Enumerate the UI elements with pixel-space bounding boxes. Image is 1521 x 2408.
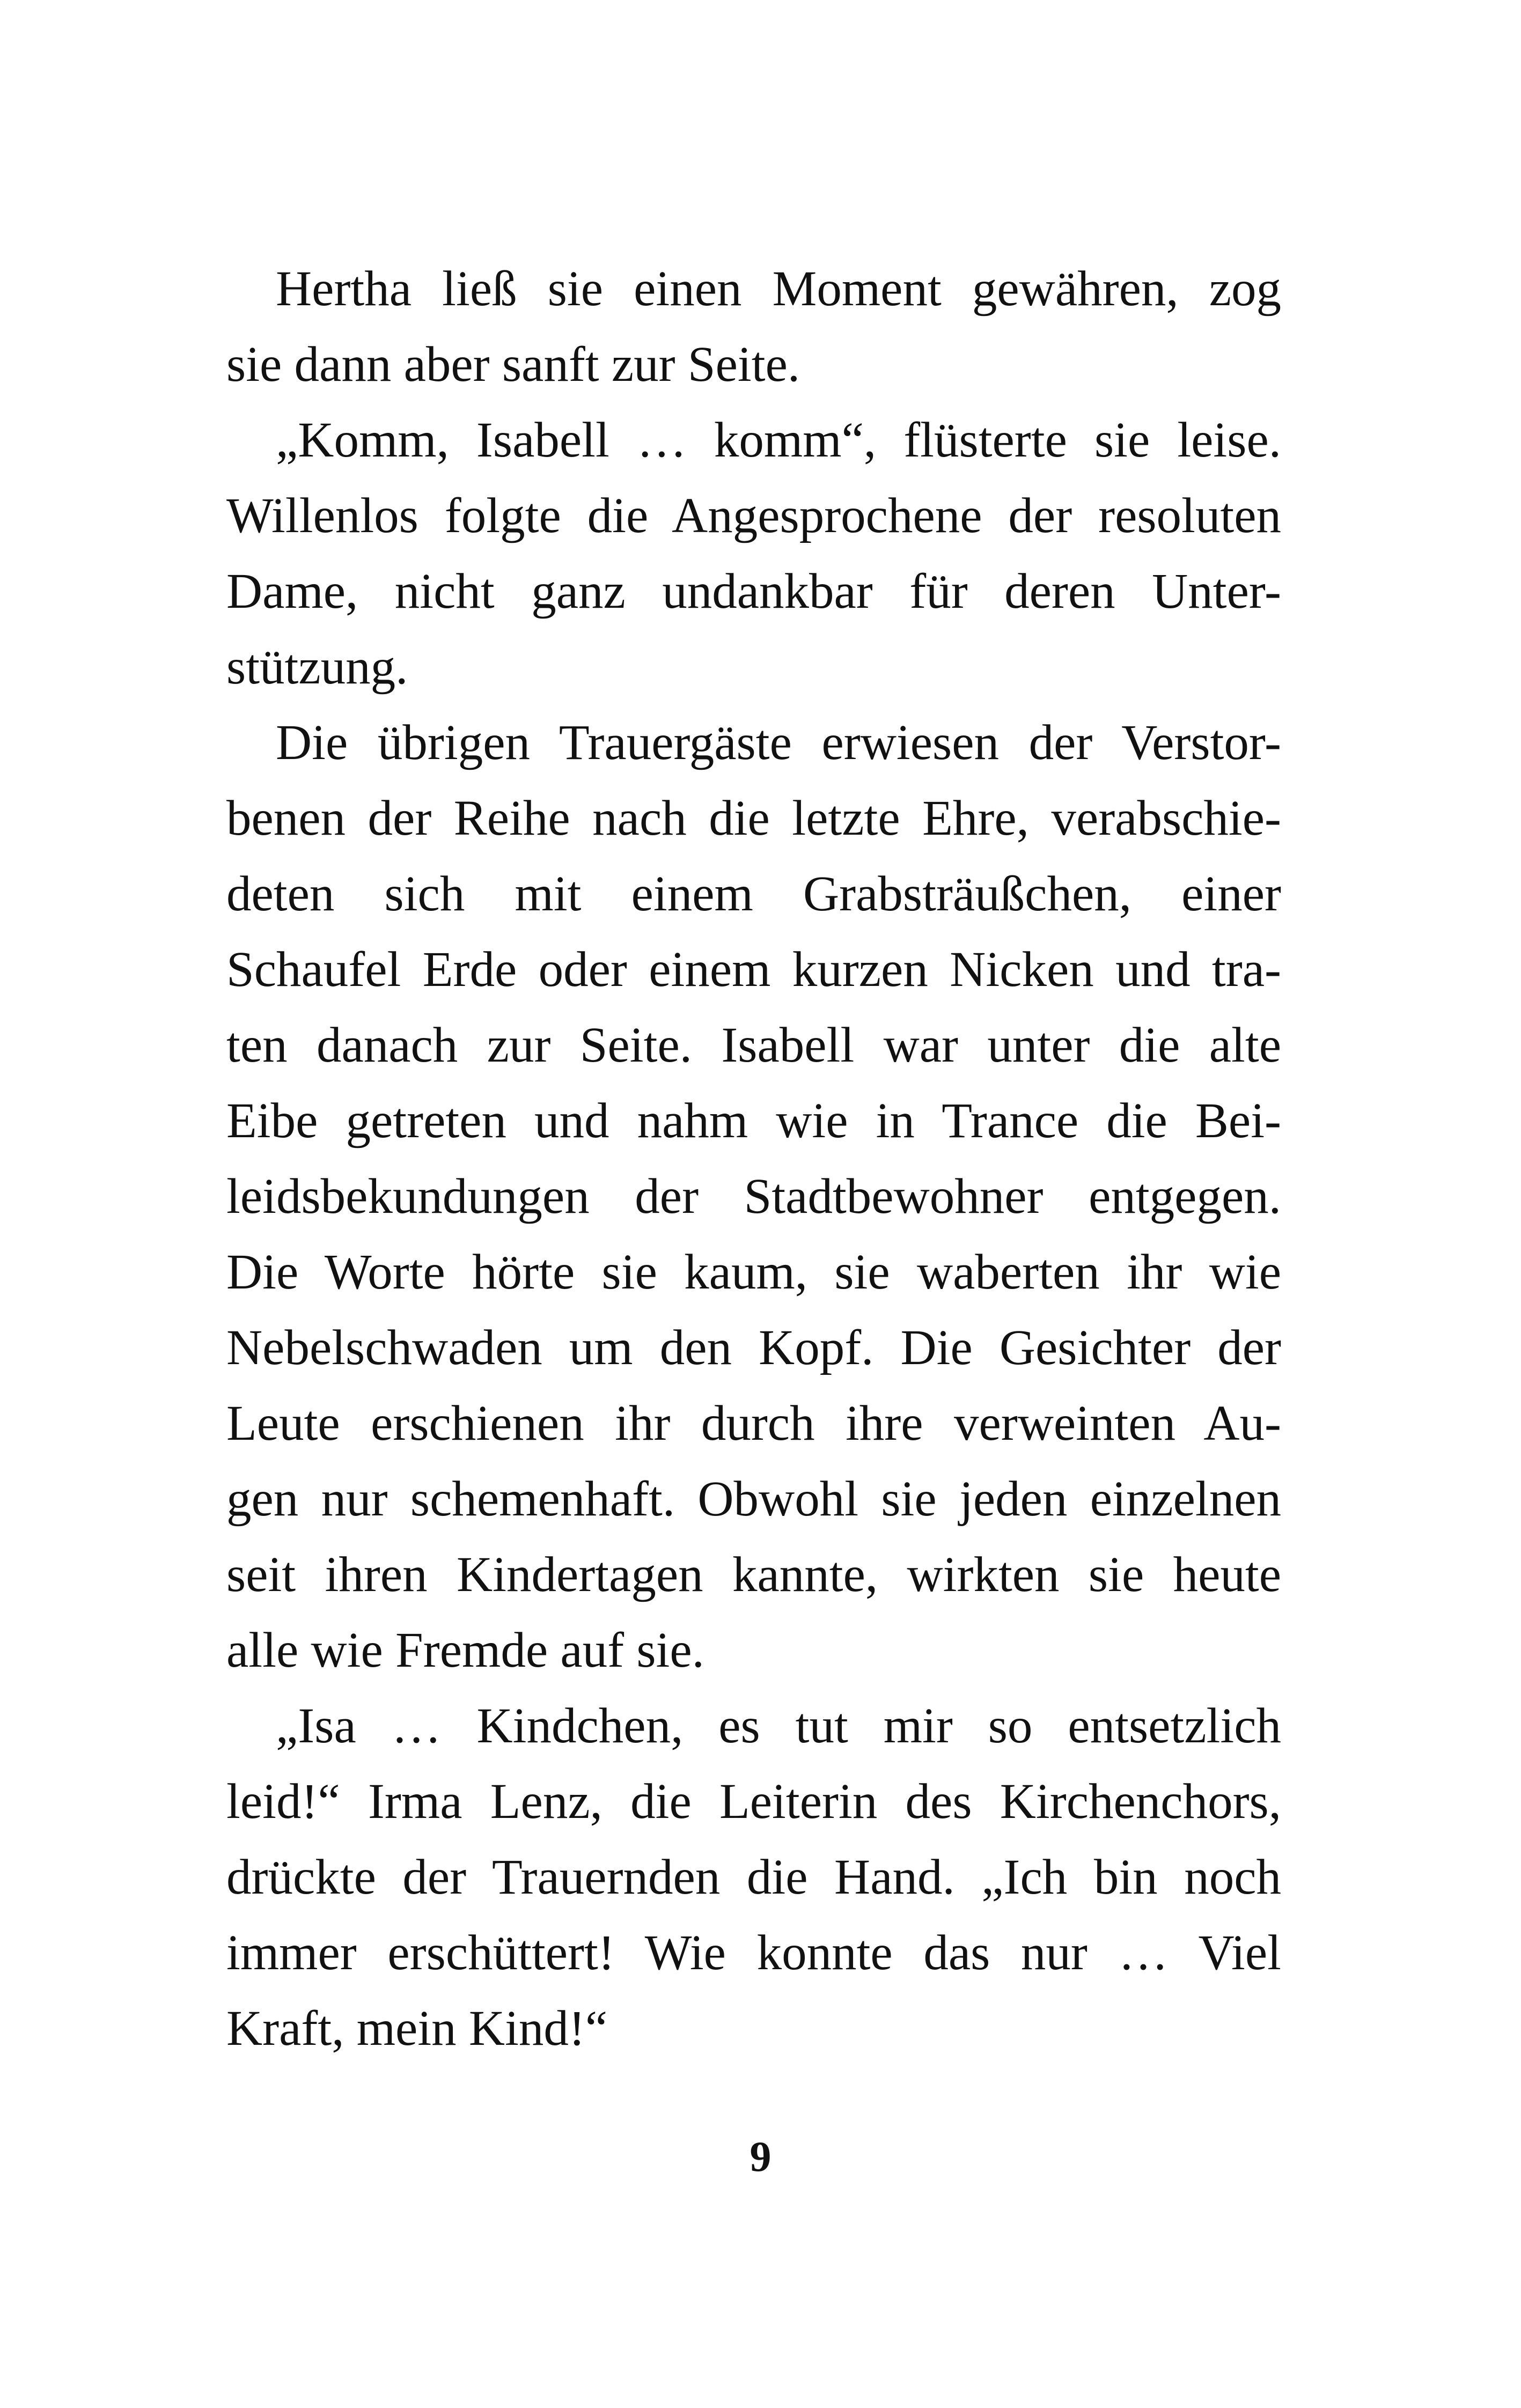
paragraph <box>226 402 1281 705</box>
text-line: leidsbekundungen der Stadtbewohner entgegen. <box>226 1169 1281 1224</box>
text-line: Schaufel Erde oder einem kurzen Nicken und tra- <box>226 942 1281 997</box>
text-line: sie dann aber sanft zur Seite. <box>226 337 800 392</box>
paragraph <box>226 705 1281 1688</box>
text-line: „Isa … Kindchen, es tut mir so entsetzlich <box>276 1698 1281 1754</box>
text-line: alle wie Fremde auf sie. <box>226 1623 704 1678</box>
body-text <box>226 251 1281 2066</box>
text-line: Eibe getreten und nahm wie in Trance die Bei- <box>226 1093 1281 1148</box>
text-line: Willenlos folgte die Angesprochene der resoluten <box>226 488 1281 543</box>
text-line: Die übrigen Trauergäste erwiesen der Verstor- <box>276 715 1281 770</box>
paragraph <box>226 1688 1281 2066</box>
text-line: deten sich mit einem Grabsträußchen, einer <box>226 866 1281 922</box>
text-line: stützung. <box>226 639 408 695</box>
text-line: ten danach zur Seite. Isabell war unter die alte <box>226 1018 1281 1073</box>
text-line: Dame, nicht ganz undankbar für deren Unter- <box>226 564 1281 619</box>
text-line: seit ihren Kindertagen kannte, wirkten sie heute <box>226 1547 1281 1602</box>
text-line: Hertha ließ sie einen Moment gewähren, zog <box>276 261 1281 316</box>
text-line: Leute erschienen ihr durch ihre verweinten Au- <box>226 1396 1281 1451</box>
text-line: drückte der Trauernden die Hand. „Ich bin noch <box>226 1850 1281 1905</box>
text-line: immer erschüttert! Wie konnte das nur … Viel <box>226 1925 1281 1980</box>
text-line: benen der Reihe nach die letzte Ehre, verabschie- <box>226 791 1281 846</box>
paragraph <box>226 251 1281 402</box>
text-line: Die Worte hörte sie kaum, sie waberten ihr wie <box>226 1244 1281 1300</box>
text-line: Nebelschwaden um den Kopf. Die Gesichter der <box>226 1320 1281 1375</box>
text-line: leid!“ Irma Lenz, die Leiterin des Kirchenchors, <box>226 1774 1281 1829</box>
page-number: 9 <box>750 2133 771 2181</box>
text-line: Kraft, mein Kind!“ <box>226 2001 608 2056</box>
text-line: gen nur schemenhaft. Obwohl sie jeden einzelnen <box>226 1471 1281 1527</box>
text-line: „Komm, Isabell … komm“, flüsterte sie leise. <box>276 413 1281 468</box>
